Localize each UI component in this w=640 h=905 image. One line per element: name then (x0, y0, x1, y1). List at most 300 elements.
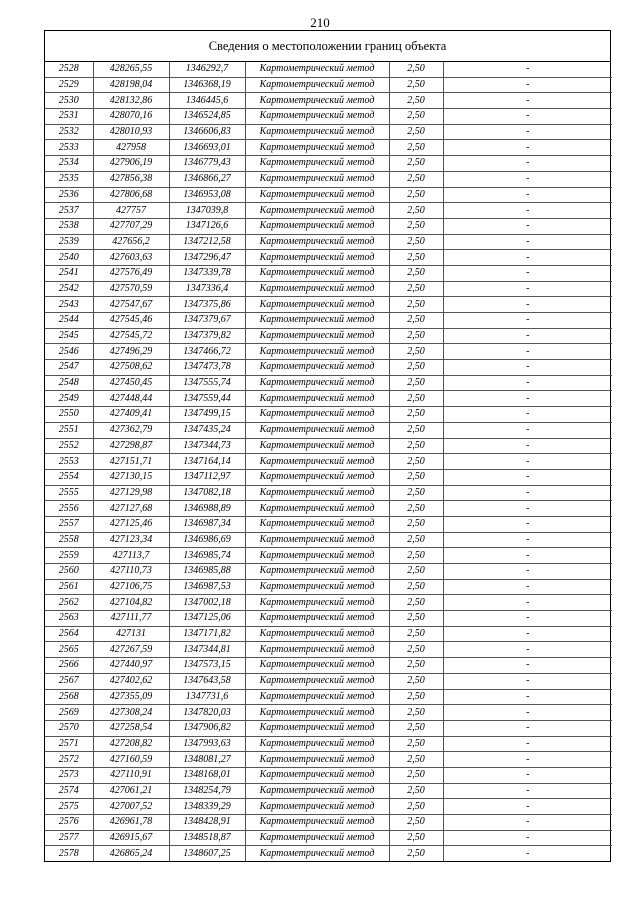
accuracy-cell: 2,50 (389, 830, 443, 846)
y-coordinate-cell: 1348168,01 (169, 767, 245, 783)
table-row (45, 501, 612, 517)
accuracy-cell: 2,50 (389, 250, 443, 266)
table-row (45, 783, 612, 799)
accuracy-cell: 2,50 (389, 93, 443, 109)
table-row (45, 313, 612, 329)
point-number-cell: 2547 (45, 360, 93, 376)
y-coordinate-cell: 1347499,15 (169, 407, 245, 423)
point-number-cell: 2539 (45, 234, 93, 250)
description-cell: - (443, 124, 612, 140)
x-coordinate-cell: 427409,41 (93, 407, 169, 423)
point-number-cell: 2559 (45, 548, 93, 564)
description-cell: - (443, 705, 612, 721)
description-cell: - (443, 62, 612, 77)
table-row (45, 658, 612, 674)
description-cell: - (443, 564, 612, 580)
point-number-cell: 2570 (45, 720, 93, 736)
point-number-cell: 2530 (45, 93, 93, 109)
description-cell: - (443, 438, 612, 454)
x-coordinate-cell: 428070,16 (93, 109, 169, 125)
x-coordinate-cell: 427110,73 (93, 564, 169, 580)
method-cell: Картометрический метод (245, 77, 389, 93)
point-number-cell: 2551 (45, 422, 93, 438)
method-cell: Картометрический метод (245, 203, 389, 219)
accuracy-cell: 2,50 (389, 297, 443, 313)
x-coordinate-cell: 427707,29 (93, 218, 169, 234)
table-row (45, 218, 612, 234)
x-coordinate-cell: 427656,2 (93, 234, 169, 250)
description-cell: - (443, 375, 612, 391)
method-cell: Картометрический метод (245, 171, 389, 187)
method-cell: Картометрический метод (245, 532, 389, 548)
x-coordinate-cell: 428265,55 (93, 62, 169, 77)
x-coordinate-cell: 427267,59 (93, 642, 169, 658)
method-cell: Картометрический метод (245, 705, 389, 721)
description-cell: - (443, 673, 612, 689)
accuracy-cell: 2,50 (389, 642, 443, 658)
method-cell: Картометрический метод (245, 234, 389, 250)
x-coordinate-cell: 427308,24 (93, 705, 169, 721)
y-coordinate-cell: 1347379,82 (169, 328, 245, 344)
description-cell: - (443, 156, 612, 172)
table-row (45, 328, 612, 344)
method-cell: Картометрический метод (245, 548, 389, 564)
point-number-cell: 2528 (45, 62, 93, 77)
y-coordinate-cell: 1346445,6 (169, 93, 245, 109)
point-number-cell: 2576 (45, 815, 93, 831)
point-number-cell: 2552 (45, 438, 93, 454)
accuracy-cell: 2,50 (389, 501, 443, 517)
accuracy-cell: 2,50 (389, 344, 443, 360)
x-coordinate-cell: 426865,24 (93, 846, 169, 861)
description-cell: - (443, 689, 612, 705)
accuracy-cell: 2,50 (389, 579, 443, 595)
boundary-table-frame (44, 30, 611, 862)
method-cell: Картометрический метод (245, 689, 389, 705)
description-cell: - (443, 297, 612, 313)
method-cell: Картометрический метод (245, 281, 389, 297)
y-coordinate-cell: 1347993,63 (169, 736, 245, 752)
table-row (45, 360, 612, 376)
point-number-cell: 2574 (45, 783, 93, 799)
method-cell: Картометрический метод (245, 438, 389, 454)
y-coordinate-cell: 1347082,18 (169, 485, 245, 501)
x-coordinate-cell: 427106,75 (93, 579, 169, 595)
description-cell: - (443, 830, 612, 846)
method-cell: Картометрический метод (245, 799, 389, 815)
point-number-cell: 2537 (45, 203, 93, 219)
accuracy-cell: 2,50 (389, 234, 443, 250)
accuracy-cell: 2,50 (389, 485, 443, 501)
y-coordinate-cell: 1347125,06 (169, 611, 245, 627)
page-number: 210 (310, 15, 330, 30)
point-number-cell: 2564 (45, 626, 93, 642)
description-cell: - (443, 799, 612, 815)
point-number-cell: 2556 (45, 501, 93, 517)
x-coordinate-cell: 427160,59 (93, 752, 169, 768)
table-row (45, 391, 612, 407)
point-number-cell: 2545 (45, 328, 93, 344)
y-coordinate-cell: 1348254,79 (169, 783, 245, 799)
description-cell: - (443, 611, 612, 627)
accuracy-cell: 2,50 (389, 454, 443, 470)
x-coordinate-cell: 427111,77 (93, 611, 169, 627)
y-coordinate-cell: 1347171,82 (169, 626, 245, 642)
accuracy-cell: 2,50 (389, 689, 443, 705)
description-cell: - (443, 469, 612, 485)
description-cell: - (443, 579, 612, 595)
accuracy-cell: 2,50 (389, 469, 443, 485)
table-row (45, 234, 612, 250)
table-row (45, 438, 612, 454)
y-coordinate-cell: 1346985,88 (169, 564, 245, 580)
point-number-cell: 2561 (45, 579, 93, 595)
point-number-cell: 2558 (45, 532, 93, 548)
accuracy-cell: 2,50 (389, 595, 443, 611)
point-number-cell: 2549 (45, 391, 93, 407)
y-coordinate-cell: 1346524,85 (169, 109, 245, 125)
description-cell: - (443, 109, 612, 125)
method-cell: Картометрический метод (245, 187, 389, 203)
description-cell: - (443, 658, 612, 674)
accuracy-cell: 2,50 (389, 203, 443, 219)
method-cell: Картометрический метод (245, 156, 389, 172)
y-coordinate-cell: 1346866,27 (169, 171, 245, 187)
point-number-cell: 2566 (45, 658, 93, 674)
point-number-cell: 2565 (45, 642, 93, 658)
point-number-cell: 2577 (45, 830, 93, 846)
accuracy-cell: 2,50 (389, 516, 443, 532)
accuracy-cell: 2,50 (389, 626, 443, 642)
point-number-cell: 2557 (45, 516, 93, 532)
method-cell: Картометрический метод (245, 391, 389, 407)
point-number-cell: 2533 (45, 140, 93, 156)
y-coordinate-cell: 1348081,27 (169, 752, 245, 768)
table-row (45, 156, 612, 172)
x-coordinate-cell: 427131 (93, 626, 169, 642)
method-cell: Картометрический метод (245, 752, 389, 768)
x-coordinate-cell: 427958 (93, 140, 169, 156)
description-cell: - (443, 203, 612, 219)
accuracy-cell: 2,50 (389, 799, 443, 815)
x-coordinate-cell: 427113,7 (93, 548, 169, 564)
method-cell: Картометрический метод (245, 313, 389, 329)
description-cell: - (443, 767, 612, 783)
accuracy-cell: 2,50 (389, 783, 443, 799)
method-cell: Картометрический метод (245, 360, 389, 376)
description-cell: - (443, 501, 612, 517)
accuracy-cell: 2,50 (389, 218, 443, 234)
y-coordinate-cell: 1346779,43 (169, 156, 245, 172)
table-row (45, 469, 612, 485)
method-cell: Картометрический метод (245, 93, 389, 109)
description-cell: - (443, 642, 612, 658)
x-coordinate-cell: 427298,87 (93, 438, 169, 454)
accuracy-cell: 2,50 (389, 532, 443, 548)
y-coordinate-cell: 1347559,44 (169, 391, 245, 407)
x-coordinate-cell: 427906,19 (93, 156, 169, 172)
description-cell: - (443, 313, 612, 329)
point-number-cell: 2555 (45, 485, 93, 501)
table-row (45, 203, 612, 219)
point-number-cell: 2567 (45, 673, 93, 689)
x-coordinate-cell: 427576,49 (93, 265, 169, 281)
method-cell: Картометрический метод (245, 218, 389, 234)
table-row (45, 516, 612, 532)
table-row (45, 595, 612, 611)
point-number-cell: 2548 (45, 375, 93, 391)
y-coordinate-cell: 1348339,29 (169, 799, 245, 815)
x-coordinate-cell: 427508,62 (93, 360, 169, 376)
description-cell: - (443, 250, 612, 266)
x-coordinate-cell: 427007,52 (93, 799, 169, 815)
y-coordinate-cell: 1346292,7 (169, 62, 245, 77)
x-coordinate-cell: 427208,82 (93, 736, 169, 752)
method-cell: Картометрический метод (245, 658, 389, 674)
table-row (45, 375, 612, 391)
method-cell: Картометрический метод (245, 846, 389, 861)
description-cell: - (443, 422, 612, 438)
method-cell: Картометрический метод (245, 642, 389, 658)
method-cell: Картометрический метод (245, 579, 389, 595)
description-cell: - (443, 281, 612, 297)
x-coordinate-cell: 427448,44 (93, 391, 169, 407)
description-cell: - (443, 140, 612, 156)
method-cell: Картометрический метод (245, 611, 389, 627)
accuracy-cell: 2,50 (389, 705, 443, 721)
y-coordinate-cell: 1347573,15 (169, 658, 245, 674)
x-coordinate-cell: 427545,72 (93, 328, 169, 344)
method-cell: Картометрический метод (245, 673, 389, 689)
description-cell: - (443, 171, 612, 187)
y-coordinate-cell: 1348428,91 (169, 815, 245, 831)
y-coordinate-cell: 1347339,78 (169, 265, 245, 281)
point-number-cell: 2532 (45, 124, 93, 140)
method-cell: Картометрический метод (245, 469, 389, 485)
accuracy-cell: 2,50 (389, 360, 443, 376)
method-cell: Картометрический метод (245, 250, 389, 266)
description-cell: - (443, 218, 612, 234)
table-row (45, 187, 612, 203)
description-cell: - (443, 407, 612, 423)
y-coordinate-cell: 1346693,01 (169, 140, 245, 156)
point-number-cell: 2538 (45, 218, 93, 234)
accuracy-cell: 2,50 (389, 438, 443, 454)
table-row (45, 815, 612, 831)
description-cell: - (443, 344, 612, 360)
point-number-cell: 2553 (45, 454, 93, 470)
description-cell: - (443, 77, 612, 93)
table-row (45, 705, 612, 721)
method-cell: Картометрический метод (245, 344, 389, 360)
x-coordinate-cell: 427547,67 (93, 297, 169, 313)
table-row (45, 846, 612, 861)
point-number-cell: 2546 (45, 344, 93, 360)
method-cell: Картометрический метод (245, 297, 389, 313)
description-cell: - (443, 736, 612, 752)
point-number-cell: 2531 (45, 109, 93, 125)
accuracy-cell: 2,50 (389, 720, 443, 736)
point-number-cell: 2560 (45, 564, 93, 580)
method-cell: Картометрический метод (245, 454, 389, 470)
method-cell: Картометрический метод (245, 501, 389, 517)
x-coordinate-cell: 427061,21 (93, 783, 169, 799)
y-coordinate-cell: 1347344,73 (169, 438, 245, 454)
accuracy-cell: 2,50 (389, 658, 443, 674)
x-coordinate-cell: 427603,63 (93, 250, 169, 266)
table-row (45, 265, 612, 281)
x-coordinate-cell: 427450,45 (93, 375, 169, 391)
point-number-cell: 2536 (45, 187, 93, 203)
description-cell: - (443, 783, 612, 799)
x-coordinate-cell: 427806,68 (93, 187, 169, 203)
coordinates-table-body (45, 62, 612, 861)
description-cell: - (443, 485, 612, 501)
accuracy-cell: 2,50 (389, 140, 443, 156)
y-coordinate-cell: 1348607,25 (169, 846, 245, 861)
method-cell: Картометрический метод (245, 375, 389, 391)
accuracy-cell: 2,50 (389, 815, 443, 831)
method-cell: Картометрический метод (245, 783, 389, 799)
table-row (45, 124, 612, 140)
accuracy-cell: 2,50 (389, 752, 443, 768)
method-cell: Картометрический метод (245, 595, 389, 611)
table-row (45, 485, 612, 501)
accuracy-cell: 2,50 (389, 422, 443, 438)
description-cell: - (443, 328, 612, 344)
y-coordinate-cell: 1346986,69 (169, 532, 245, 548)
y-coordinate-cell: 1347906,82 (169, 720, 245, 736)
x-coordinate-cell: 427258,54 (93, 720, 169, 736)
point-number-cell: 2535 (45, 171, 93, 187)
table-row (45, 626, 612, 642)
x-coordinate-cell: 427496,29 (93, 344, 169, 360)
accuracy-cell: 2,50 (389, 281, 443, 297)
table-row (45, 689, 612, 705)
y-coordinate-cell: 1346987,34 (169, 516, 245, 532)
table-row (45, 93, 612, 109)
y-coordinate-cell: 1347126,6 (169, 218, 245, 234)
table-row (45, 422, 612, 438)
y-coordinate-cell: 1347039,8 (169, 203, 245, 219)
y-coordinate-cell: 1347296,47 (169, 250, 245, 266)
accuracy-cell: 2,50 (389, 77, 443, 93)
table-row (45, 281, 612, 297)
accuracy-cell: 2,50 (389, 124, 443, 140)
accuracy-cell: 2,50 (389, 187, 443, 203)
point-number-cell: 2569 (45, 705, 93, 721)
y-coordinate-cell: 1347212,58 (169, 234, 245, 250)
accuracy-cell: 2,50 (389, 109, 443, 125)
accuracy-cell: 2,50 (389, 156, 443, 172)
y-coordinate-cell: 1346985,74 (169, 548, 245, 564)
x-coordinate-cell: 427545,46 (93, 313, 169, 329)
x-coordinate-cell: 428198,04 (93, 77, 169, 93)
y-coordinate-cell: 1346368,19 (169, 77, 245, 93)
y-coordinate-cell: 1347473,78 (169, 360, 245, 376)
accuracy-cell: 2,50 (389, 846, 443, 861)
x-coordinate-cell: 427355,09 (93, 689, 169, 705)
x-coordinate-cell: 427104,82 (93, 595, 169, 611)
point-number-cell: 2572 (45, 752, 93, 768)
y-coordinate-cell: 1347466,72 (169, 344, 245, 360)
y-coordinate-cell: 1346987,53 (169, 579, 245, 595)
table-row (45, 767, 612, 783)
method-cell: Картометрический метод (245, 830, 389, 846)
coordinates-table (45, 62, 612, 861)
y-coordinate-cell: 1346988,89 (169, 501, 245, 517)
description-cell: - (443, 265, 612, 281)
description-cell: - (443, 93, 612, 109)
y-coordinate-cell: 1347002,18 (169, 595, 245, 611)
point-number-cell: 2563 (45, 611, 93, 627)
description-cell: - (443, 391, 612, 407)
description-cell: - (443, 846, 612, 861)
method-cell: Картометрический метод (245, 626, 389, 642)
x-coordinate-cell: 427362,79 (93, 422, 169, 438)
y-coordinate-cell: 1347643,58 (169, 673, 245, 689)
x-coordinate-cell: 427856,38 (93, 171, 169, 187)
table-row (45, 109, 612, 125)
table-row (45, 736, 612, 752)
description-cell: - (443, 595, 612, 611)
point-number-cell: 2529 (45, 77, 93, 93)
point-number-cell: 2573 (45, 767, 93, 783)
x-coordinate-cell: 427125,46 (93, 516, 169, 532)
point-number-cell: 2578 (45, 846, 93, 861)
method-cell: Картометрический метод (245, 516, 389, 532)
method-cell: Картометрический метод (245, 109, 389, 125)
x-coordinate-cell: 427129,98 (93, 485, 169, 501)
y-coordinate-cell: 1346606,83 (169, 124, 245, 140)
table-row (45, 62, 612, 77)
description-cell: - (443, 516, 612, 532)
table-row (45, 830, 612, 846)
method-cell: Картометрический метод (245, 124, 389, 140)
point-number-cell: 2554 (45, 469, 93, 485)
table-row (45, 532, 612, 548)
x-coordinate-cell: 427570,59 (93, 281, 169, 297)
accuracy-cell: 2,50 (389, 171, 443, 187)
method-cell: Картометрический метод (245, 140, 389, 156)
description-cell: - (443, 720, 612, 736)
x-coordinate-cell: 428132,86 (93, 93, 169, 109)
table-row (45, 752, 612, 768)
point-number-cell: 2550 (45, 407, 93, 423)
y-coordinate-cell: 1346953,08 (169, 187, 245, 203)
x-coordinate-cell: 427127,68 (93, 501, 169, 517)
y-coordinate-cell: 1347379,67 (169, 313, 245, 329)
method-cell: Картометрический метод (245, 422, 389, 438)
x-coordinate-cell: 427151,71 (93, 454, 169, 470)
x-coordinate-cell: 426915,67 (93, 830, 169, 846)
table-row (45, 77, 612, 93)
point-number-cell: 2571 (45, 736, 93, 752)
method-cell: Картометрический метод (245, 767, 389, 783)
x-coordinate-cell: 427757 (93, 203, 169, 219)
point-number-cell: 2568 (45, 689, 93, 705)
table-row (45, 799, 612, 815)
accuracy-cell: 2,50 (389, 407, 443, 423)
y-coordinate-cell: 1347164,14 (169, 454, 245, 470)
table-row (45, 579, 612, 595)
point-number-cell: 2575 (45, 799, 93, 815)
method-cell: Картометрический метод (245, 564, 389, 580)
description-cell: - (443, 187, 612, 203)
description-cell: - (443, 626, 612, 642)
accuracy-cell: 2,50 (389, 611, 443, 627)
point-number-cell: 2541 (45, 265, 93, 281)
